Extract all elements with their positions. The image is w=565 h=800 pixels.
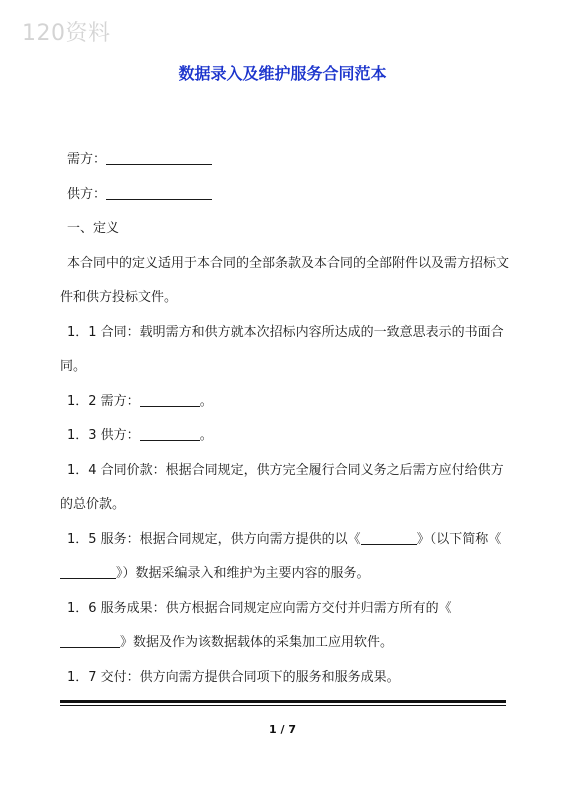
- clause-1-2-blank: [140, 392, 200, 407]
- clause-1-1: 1．1 合同：载明需方和供方就本次招标内容所达成的一致意思表示的书面合同。: [60, 324, 504, 374]
- document-body: [60, 143, 510, 695]
- buyer-blank: [106, 150, 212, 165]
- clause-1-3: [60, 419, 510, 454]
- clause-1-2: [60, 385, 510, 420]
- clause-1-5-text-b: 》（以下简称《: [416, 531, 502, 547]
- clause-1-4: 1．4 合同价款：根据合同规定，供方完全履行合同义务之后需方应付给供方的总价款。: [60, 462, 504, 512]
- clause-1-5-text-c: 》）数据采编录入和维护为主要内容的服务。: [116, 566, 370, 581]
- clause-1-5-blank-a: [361, 530, 417, 545]
- clause-1-2-text: 1．2 需方：: [67, 393, 140, 409]
- clause-1-3-end: 。: [199, 428, 213, 443]
- footer-divider: [60, 700, 506, 703]
- clause-1-5-blank-b: [60, 564, 116, 579]
- page-indicator: 1 / 7: [269, 723, 296, 736]
- clause-1-5-text-a: 1．5 服务：根据合同规定，供方向需方提供的以《: [67, 531, 361, 547]
- supplier-blank: [106, 185, 212, 200]
- document-title: 数据录入及维护服务合同范本: [178, 64, 387, 83]
- paragraph-supplier: [60, 178, 510, 213]
- clause-1-6-text-a: 1．6 服务成果：供方根据合同规定应向需方交付并归需方所有的《: [67, 600, 452, 616]
- clause-1-5: [60, 523, 510, 592]
- clause-1-2-end: 。: [199, 393, 213, 409]
- supplier-label: 供方：: [67, 186, 107, 202]
- section-heading: 一、定义: [67, 221, 120, 236]
- clause-1-6-text-b: 》数据及作为该数据载体的采集加工应用软件。: [120, 635, 394, 650]
- clause-1-3-text: 1．3 供方：: [67, 428, 140, 443]
- clause-1-6: [60, 592, 510, 661]
- buyer-label: 需方：: [67, 152, 107, 167]
- clause-1-6-blank: [60, 633, 120, 648]
- paragraph-definitions: 本合同中的定义适用于本合同的全部条款及本合同的全部附件以及需方招标文件和供方投标文件。: [60, 255, 510, 305]
- watermark-logo: 120资料: [22, 21, 111, 46]
- clause-1-3-blank: [140, 426, 200, 441]
- paragraph-buyer: [60, 143, 510, 178]
- clause-1-7: 1．7 交付：供方向需方提供合同项下的服务和服务成果。: [67, 669, 400, 685]
- footer-divider-thin: [60, 705, 506, 706]
